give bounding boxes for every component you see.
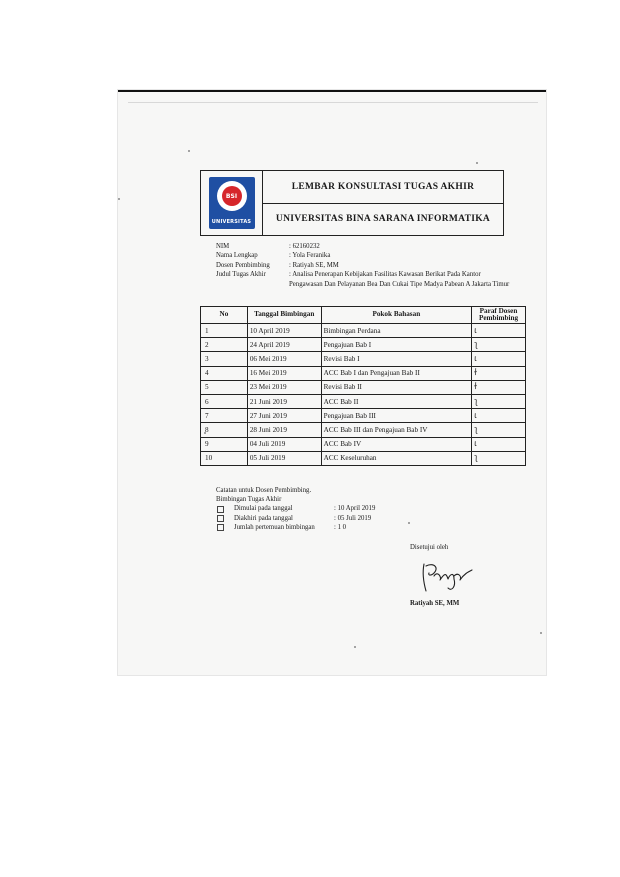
row-date: 24 April 2019 (247, 338, 321, 352)
document-header (200, 170, 504, 236)
row-topic: Revisi Bab I (321, 352, 471, 366)
table-row (201, 352, 526, 366)
table-row (201, 394, 526, 408)
supervisor-initial (472, 409, 526, 423)
note-item-count (216, 523, 466, 532)
info-label: Judul Tugas Akhir (216, 271, 266, 279)
row-number: 2 (201, 338, 248, 352)
row-topic: ACC Keseluruhan (321, 451, 471, 465)
table-row (201, 380, 526, 394)
row-number: 9 (201, 437, 248, 451)
scan-edge (118, 90, 546, 92)
supervisor-initial (472, 380, 526, 394)
row-date: 10 April 2019 (247, 324, 321, 338)
row-number: 3 (201, 352, 248, 366)
table-row (201, 366, 526, 380)
initial-mark: ɩ (473, 438, 479, 450)
supervisor-initial (472, 423, 526, 437)
table-row (201, 324, 526, 338)
initial-mark: ɫ (473, 367, 479, 379)
supervisor-initial (472, 394, 526, 408)
row-number: 4 (201, 366, 248, 380)
handwritten-signature (418, 560, 478, 594)
initial-mark: ɩ (473, 353, 479, 365)
scan-speck (118, 198, 120, 200)
column-header-no: No (201, 307, 248, 324)
initial-mark: ɫ (473, 382, 479, 393)
info-row-name (216, 251, 516, 260)
info-label: Nama Lengkap (216, 252, 258, 260)
row-date: 28 Juni 2019 (247, 423, 321, 437)
supervisor-initial (472, 352, 526, 366)
info-value: : Analisa Penerapan Kebijakan Fasilitas Kawasan Berikat Pada Kantor Pengawasan Dan Pelayanan Bea Dan Cukai Tipe Madya Pabean A Jakarta Timur (289, 271, 510, 288)
row-topic: ACC Bab I dan Pengajuan Bab II (321, 366, 471, 380)
note-value: : 05 Juli 2019 (334, 514, 372, 522)
logo-emblem (217, 181, 247, 211)
column-header-topic: Pokok Bahasan (321, 307, 471, 324)
logo-text: UNIVERSITAS (211, 219, 252, 225)
info-label: NIM (216, 243, 230, 250)
row-number: 7 (201, 409, 248, 423)
initial-mark: ʅ (473, 424, 479, 436)
supervisor-initial (472, 437, 526, 451)
scanned-document (118, 90, 546, 675)
row-number: 5 (201, 380, 248, 394)
scan-rule (128, 102, 538, 103)
info-value: : Yola Feranika (289, 252, 331, 260)
note-value: : 1 0 (334, 523, 347, 531)
note-label: Jumlah pertemuan bimbingan (234, 523, 315, 531)
column-header-signature: Paraf Dosen Pembimbing (472, 307, 526, 324)
row-date: 21 Juni 2019 (247, 394, 321, 408)
info-label: Dosen Pembimbing (216, 261, 270, 269)
info-row-nim (216, 242, 516, 251)
institution-name: UNIVERSITAS BINA SARANA INFORMATIKA (275, 214, 491, 224)
info-row-thesis-title (216, 270, 516, 289)
scan-speck (540, 632, 542, 634)
table-row (201, 423, 526, 437)
checkbox-icon (217, 515, 224, 522)
table-row (201, 409, 526, 423)
row-topic: Bimbingan Perdana (321, 324, 471, 338)
row-topic: ACC Bab IV (321, 437, 471, 451)
scan-speck (354, 646, 356, 648)
row-number: 1 (201, 324, 248, 338)
row-number: 8 (201, 423, 248, 437)
table-row (201, 437, 526, 451)
approval-label: Disetujui oleh (410, 544, 449, 551)
table-row (201, 451, 526, 465)
table-row (201, 338, 526, 352)
info-value: : 62160232 (289, 243, 320, 250)
initial-mark: ʅ (473, 396, 479, 407)
logo-emblem-core: BSI (222, 186, 242, 206)
supervisor-notes (216, 486, 466, 532)
consultation-table (200, 306, 526, 466)
checkbox-icon (217, 506, 224, 513)
note-label: Dimulai pada tanggal (234, 505, 293, 513)
column-header-date: Tanggal Bimbingan (247, 307, 321, 324)
row-date: 06 Mei 2019 (247, 352, 321, 366)
row-topic: Pengajuan Bab I (321, 338, 471, 352)
supervisor-initial (472, 324, 526, 338)
checkbox-icon (217, 524, 224, 531)
note-value: : 10 April 2019 (334, 505, 376, 513)
row-number: 10 (201, 451, 248, 465)
logo-cell (201, 171, 263, 235)
initial-mark: ɩ (473, 410, 479, 421)
row-date: 27 Juni 2019 (247, 409, 321, 423)
row-date: 04 Juli 2019 (247, 437, 321, 451)
note-item-start (216, 504, 466, 513)
row-date: 16 Mei 2019 (247, 366, 321, 380)
signer-name: Ratiyah SE, MM (410, 600, 460, 607)
supervisor-initial (472, 451, 526, 465)
document-title: LEMBAR KONSULTASI TUGAS AKHIR (263, 171, 503, 204)
row-topic: ACC Bab II (321, 394, 471, 408)
student-info (216, 242, 516, 289)
university-logo (209, 177, 255, 229)
info-value: : Ratiyah SE, MM (289, 261, 339, 269)
row-number: 6 (201, 394, 248, 408)
table-header-row (201, 307, 526, 324)
note-item-end (216, 514, 466, 523)
row-date: 23 Mei 2019 (247, 380, 321, 394)
row-topic: Revisi Bab II (321, 380, 471, 394)
notes-title: Catatan untuk Dosen Pembimbing. (216, 487, 312, 494)
scan-speck (476, 162, 478, 164)
row-topic: ACC Bab III dan Pengajuan Bab IV (321, 423, 471, 437)
initial-mark: ʅ (473, 339, 479, 351)
note-label: Diakhiri pada tanggal (234, 514, 293, 522)
row-topic: Pengajuan Bab III (321, 409, 471, 423)
scan-speck (188, 150, 190, 152)
row-date: 05 Juli 2019 (247, 451, 321, 465)
initial-mark: ɩ (473, 325, 479, 336)
supervisor-initial (472, 338, 526, 352)
initial-mark: ʅ (473, 453, 479, 464)
supervisor-initial (472, 366, 526, 380)
info-row-supervisor (216, 261, 516, 270)
notes-subtitle: Bimbingan Tugas Akhir (216, 496, 282, 504)
